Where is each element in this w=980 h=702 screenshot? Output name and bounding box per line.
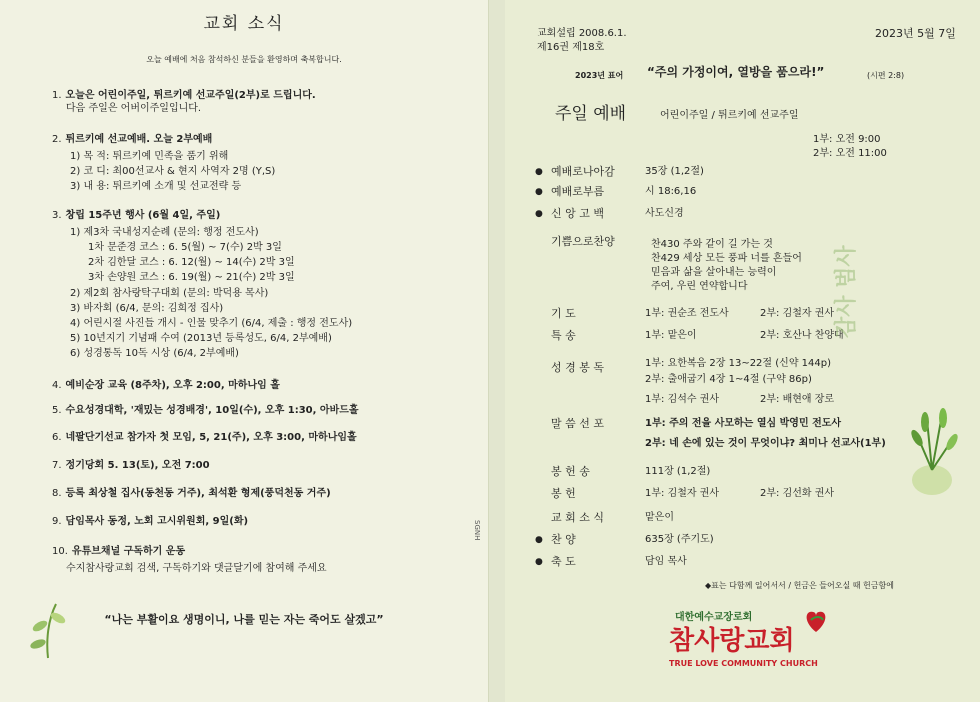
news-item <box>70 318 352 330</box>
special-1: 1부: 맡은이 <box>645 330 697 341</box>
news-item-number: 5. <box>52 405 62 416</box>
page-title: 교회 소식 <box>203 14 285 34</box>
order-value: 담임 목사 <box>645 556 687 567</box>
news-item-number: 1. <box>52 90 62 101</box>
founded-date: 교회설립 2008.6.1. <box>537 28 627 39</box>
reading-1: 1부: 요한복음 2장 13~22절 (신약 144p) <box>645 358 831 369</box>
denomination: 대한예수교장로회 <box>675 612 753 623</box>
special-2: 2부: 호산나 찬양대 <box>760 330 844 341</box>
order-value: 시 18:6,16 <box>645 186 697 197</box>
news-item <box>70 166 275 178</box>
news-item <box>70 303 223 315</box>
praise-line: 주여, 우린 연약합니다 <box>651 281 748 292</box>
news-item-number: 10. <box>52 546 68 557</box>
news-item-text: 네팔단기선교 참가자 첫 모임, 5, 21(주), 오후 3:00, 마하나임홀 <box>65 432 357 443</box>
praise-line: 찬430 주와 같이 길 가는 것 <box>651 239 773 250</box>
news-item-text: 3차 손양원 코스 : 6. 19(월) ~ 21(수) 2박 3일 <box>88 272 295 283</box>
news-item <box>70 333 332 345</box>
order-bullet: ● <box>535 187 543 197</box>
side-print: SGNH <box>473 520 481 541</box>
order-label: 말 씀 선 포 <box>551 417 604 430</box>
news-item-text: 3) 바자회 (6/4, 문의: 김희정 집사) <box>70 303 224 314</box>
church-name-english: TRUE LOVE COMMUNITY CHURCH <box>669 659 818 668</box>
news-item-text: 1) 제3차 국내성지순례 (문의: 행정 전도사) <box>70 227 259 238</box>
service-subtitle: 어린이주일 / 튀르키예 선교주일 <box>660 110 799 121</box>
service-time-2: 2부: 오전 11:00 <box>813 148 887 159</box>
news-item-text: 유튜브채널 구독하기 운동 <box>71 546 186 557</box>
news-item-text: 1차 문준경 코스 : 6. 5(월) ~ 7(수) 2박 3일 <box>88 242 282 253</box>
praise-line: 믿음과 삶을 살아내는 능력이 <box>651 267 777 278</box>
news-item-text: 오늘은 어린이주일, 튀르키예 선교주일(2부)로 드립니다. <box>65 90 316 101</box>
news-item-text: 예비순장 교육 (8주차), 오후 2:00, 마하나임 홀 <box>65 380 280 391</box>
news-item <box>52 516 248 528</box>
watermark-text: 감사 범사 <box>834 245 859 338</box>
news-item-text: 2) 코 디: 최00선교사 & 현지 사역자 2명 (Y,S) <box>70 166 276 177</box>
news-item-text: 1) 목 적: 튀르키예 민족을 품기 위해 <box>70 151 229 162</box>
news-item-text: 4) 어린시절 사진들 개시 - 인물 맞추기 (6/4, 제출 : 행정 전도사) <box>70 318 353 329</box>
motto-prefix: 2023년 표어 <box>575 71 624 80</box>
news-item-text: 정기당회 5. 13(토), 오전 7:00 <box>65 460 210 471</box>
order-value: 35장 (1,2절) <box>645 166 704 177</box>
news-item-number: 9. <box>52 516 62 527</box>
news-item-text: 6) 성경통독 10독 시상 (6/4, 2부예배) <box>70 348 239 359</box>
bible-quote: “나는 부활이요 생명이니, 나를 믿는 자는 죽어도 살겠고” <box>104 613 384 626</box>
order-label: 신 앙 고 백 <box>551 207 604 220</box>
news-item-text: 3) 내 용: 튀르키예 소개 및 선교전략 등 <box>70 181 242 192</box>
issue-number: 제16권 제18호 <box>537 42 605 53</box>
potted-plant-icon <box>897 400 967 500</box>
order-bullet: ● <box>535 209 543 219</box>
church-name: 참사랑교회 <box>669 626 795 656</box>
reader-1: 1부: 김석수 권사 <box>645 394 720 405</box>
order-label: 봉 헌 <box>551 487 576 500</box>
news-item <box>70 348 239 360</box>
news-item-text: 담임목사 동정, 노회 고시위원회, 9일(화) <box>65 516 249 527</box>
news-item-number: 7. <box>52 460 62 471</box>
prayer-1: 1부: 권순조 전도사 <box>645 308 729 319</box>
news-item <box>52 134 212 146</box>
news-item <box>52 210 220 222</box>
news-item <box>52 432 357 444</box>
footnote: ◆표는 다함께 일어서서 / 헌금은 들어오실 때 헌금함에 <box>705 581 894 590</box>
news-item <box>52 380 280 392</box>
news-item <box>52 488 331 500</box>
news-item <box>70 151 228 163</box>
order-value: 맡은이 <box>645 512 674 523</box>
church-logo-icon <box>801 606 831 636</box>
news-item <box>70 181 241 193</box>
news-item <box>88 257 295 269</box>
order-label: 찬 양 <box>551 533 576 546</box>
news-item-text: 수지참사랑교회 검색, 구독하기와 댓글달기에 참여해 주세요 <box>66 563 327 574</box>
news-item-number: 4. <box>52 380 62 391</box>
order-label: 교 회 소 식 <box>551 511 604 524</box>
news-item-text: 수요성경대학, '재밌는 성경배경', 10일(수), 오후 1:30, 아바드홀 <box>65 405 359 416</box>
news-item <box>52 546 185 558</box>
page-fold <box>488 0 505 702</box>
news-item-number: 3. <box>52 210 62 221</box>
service-title: 주일 예배 <box>555 104 627 124</box>
right-page <box>505 0 980 702</box>
offering-1: 1부: 김철자 권사 <box>645 488 720 499</box>
order-value: 111장 (1,2절) <box>645 466 711 477</box>
news-item-text: 등록 최상철 집사(동천동 거주), 최석환 형제(풍덕천동 거주) <box>65 488 331 499</box>
news-item <box>70 227 259 239</box>
order-label: 봉 헌 송 <box>551 465 590 478</box>
order-label: 기 도 <box>551 307 576 320</box>
news-item <box>88 272 295 284</box>
news-item-text: 창립 15주년 행사 (6월 4일, 주일) <box>65 210 221 221</box>
order-value: 635장 (주기도) <box>645 534 714 545</box>
news-item <box>88 242 282 254</box>
reader-2: 2부: 배현애 장로 <box>760 394 835 405</box>
offering-2: 2부: 김선화 권사 <box>760 488 835 499</box>
praise-line: 찬429 세상 모든 풍파 너를 흔들어 <box>651 253 802 264</box>
sermon-1: 1부: 주의 전을 사모하는 열심 박영민 전도사 <box>645 418 842 429</box>
news-item <box>52 460 210 472</box>
left-page <box>0 0 488 702</box>
order-bullet: ● <box>535 557 543 567</box>
sermon-2: 2부: 네 손에 있는 것이 무엇이냐? 최미나 선교사(1부) <box>645 438 886 449</box>
leaf-decoration-icon <box>28 600 68 660</box>
news-item-text: 2) 제2회 참사랑탁구대회 (문의: 박덕용 목사) <box>70 288 269 299</box>
news-item <box>70 288 268 300</box>
order-label: 기쁨으로찬양 <box>551 235 615 248</box>
news-item <box>66 563 327 575</box>
order-label: 예배로부름 <box>551 185 605 198</box>
order-label: 성 경 봉 독 <box>551 361 604 374</box>
order-label: 축 도 <box>551 555 576 568</box>
order-bullet: ● <box>535 535 543 545</box>
order-label: 예배로나아감 <box>551 165 615 178</box>
bulletin-date: 2023년 5월 7일 <box>875 27 956 40</box>
news-item-text: 튀르키예 선교예배. 오늘 2부예배 <box>65 134 213 145</box>
service-time-1: 1부: 오전 9:00 <box>813 134 881 145</box>
order-label: 특 송 <box>551 329 576 342</box>
news-item <box>52 90 316 102</box>
order-value: 사도신경 <box>645 208 684 219</box>
news-item <box>52 405 359 417</box>
praise-songs <box>651 238 802 294</box>
news-item <box>66 103 201 115</box>
news-item-text: 2차 김한달 코스 : 6. 12(월) ~ 14(수) 2박 3일 <box>88 257 295 268</box>
motto-reference: (시편 2:8) <box>867 71 905 80</box>
year-motto: “주의 가정이여, 열방을 품으라!” <box>647 65 825 79</box>
news-item-text: 다음 주일은 어버이주일입니다. <box>66 103 202 114</box>
prayer-2: 2부: 김철자 권사 <box>760 308 835 319</box>
news-item-text: 5) 10년지기 기념패 수여 (2013년 등록성도, 6/4, 2부예배) <box>70 333 332 344</box>
news-item-number: 2. <box>52 134 62 145</box>
order-bullet: ● <box>535 167 543 177</box>
news-item-number: 8. <box>52 488 62 499</box>
news-item-number: 6. <box>52 432 62 443</box>
welcome-text: 오늘 예배에 처음 참석하신 분들을 환영하며 축복합니다. <box>146 55 342 64</box>
reading-2: 2부: 출애굽기 4장 1~4절 (구약 86p) <box>645 374 812 385</box>
